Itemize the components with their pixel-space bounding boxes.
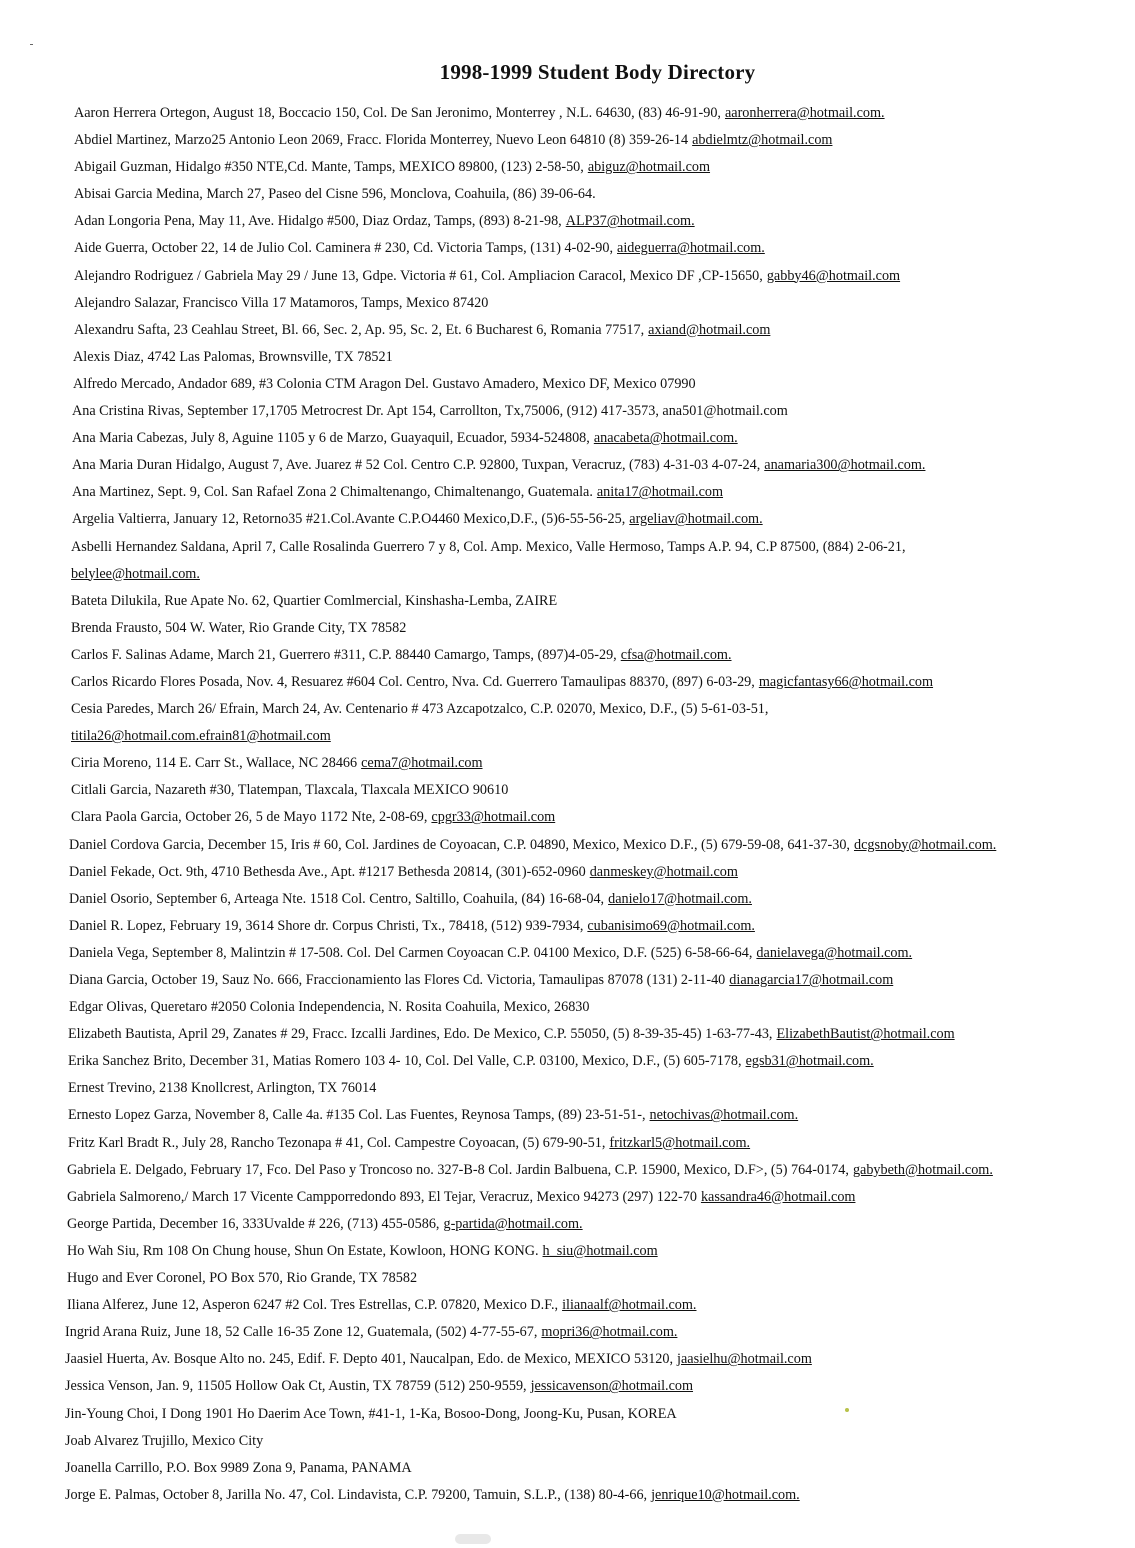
list-item: Alejandro Salazar, Francisco Villa 17 Matamoros, Tamps, Mexico 87420 — [74, 294, 489, 311]
list-item: Alejandro Rodriguez / Gabriela May 29 / June 13, Gdpe. Victoria # 61, Col. Ampliacion Caracol, Mexico DF ,CP-15650, gabby46@hotmail.com — [74, 267, 901, 284]
list-item: Daniel Osorio, September 6, Arteaga Nte. 1518 Col. Centro, Saltillo, Coahuila, (84) 16-68-04, danielo17@hotmail.com. — [69, 890, 752, 907]
list-item: Daniel R. Lopez, February 19, 3614 Shore dr. Corpus Christi, Tx., 78418, (512) 939-7934, cubanisimo69@hotmail.com. — [69, 917, 755, 934]
list-item: Ernesto Lopez Garza, November 8, Calle 4a. #135 Col. Las Fuentes, Reynosa Tamps, (89) 23-51-51-, netochivas@hotmail.com. — [68, 1107, 799, 1124]
list-item: Asbelli Hernandez Saldana, April 7, Calle Rosalinda Guerrero 7 y 8, Col. Amp. Mexico, Valle Hermoso, Tamps A.P. 94, C.P 87500, (884) 2-06-21, belylee@hotmail.com. — [71, 538, 906, 582]
list-item: Diana Garcia, October 19, Sauz No. 666, Fraccionamiento las Flores Cd. Victoria, Tamaulipas 87078 (131) 2-11-40 dianagarcia17@hotmail.com — [69, 972, 894, 988]
scan-smudge — [455, 1534, 491, 1544]
list-item: Aaron Herrera Ortegon, August 18, Boccacio 150, Col. De San Jeronimo, Monterrey , N.L. 64630, (83) 46-91-90, aaronherrera@hotmail.com. — [74, 105, 885, 121]
list-item: Citlali Garcia, Nazareth #30, Tlatempan, Tlaxcala, Tlaxcala MEXICO 90610 — [71, 782, 509, 799]
list-item: Bateta Dilukila, Rue Apate No. 62, Quartier Comlmercial, Kinshasha-Lemba, ZAIRE — [71, 592, 558, 609]
list-item: Abigail Guzman, Hidalgo #350 NTE,Cd. Mante, Tamps, MEXICO 89800, (123) 2-58-50, abiguz@hotmail.com — [74, 159, 711, 176]
list-item: Argelia Valtierra, January 12, Retorno35 #21.Col.Avante C.P.O4460 Mexico,D.F., (5)6-55-56-25, argeliav@hotmail.com. — [72, 511, 763, 528]
list-item: Edgar Olivas, Queretaro #2050 Colonia Independencia, N. Rosita Coahuila, Mexico, 26830 — [69, 999, 590, 1016]
list-item: Carlos Ricardo Flores Posada, Nov. 4, Resuarez #604 Col. Centro, Nva. Cd. Guerrero Tamaulipas 88370, (897) 6-03-29, magicfantasy66@hotmail.com — [71, 673, 934, 690]
list-item: Carlos F. Salinas Adame, March 21, Guerrero #311, C.P. 88440 Camargo, Tamps, (897)4-05-29, cfsa@hotmail.com. — [71, 646, 732, 663]
list-item: Clara Paola Garcia, October 26, 5 de Mayo 1172 Nte, 2-08-69, cpgr33@hotmail.com — [71, 809, 556, 826]
list-item: Ernest Trevino, 2138 Knollcrest, Arlington, TX 76014 — [68, 1080, 377, 1097]
list-item: Adan Longoria Pena, May 11, Ave. Hidalgo #500, Diaz Ordaz, Tamps, (893) 8-21-98, ALP37@hotmail.com. — [74, 213, 695, 230]
list-item: Ana Martinez, Sept. 9, Col. San Rafael Zona 2 Chimaltenango, Chimaltenango, Guatemala. anita17@hotmail.com — [72, 484, 724, 501]
list-item: Ana Maria Cabezas, July 8, Aguine 1105 y 6 de Marzo, Guayaquil, Ecuador, 5934-524808, anacabeta@hotmail.com. — [72, 430, 738, 447]
list-item: Cesia Paredes, March 26/ Efrain, March 24, Av. Centenario # 473 Azcapotzalco, C.P. 02070, Mexico, D.F., (5) 5-61-03-51, titila26@hotmail.com.efrain81@hotmail.com — [71, 701, 769, 745]
list-item: Ingrid Arana Ruiz, June 18, 52 Calle 16-35 Zone 12, Guatemala, (502) 4-77-55-67, mopri36@hotmail.com. — [65, 1324, 678, 1341]
list-item: Ana Cristina Rivas, September 17,1705 Metrocrest Dr. Apt 154, Carrollton, Tx,75006, (912) 417-3573, ana501@hotmail.com — [72, 403, 788, 420]
list-item: Daniel Cordova Garcia, December 15, Iris # 60, Col. Jardines de Coyoacan, C.P. 04890, Mexico, Mexico D.F., (5) 679-59-08, 641-37-30, dcgsnoby@hotmail.com. — [69, 836, 997, 853]
list-item: Fritz Karl Bradt R., July 28, Rancho Tezonapa # 41, Col. Campestre Coyoacan, (5) 679-90-51, fritzkarl5@hotmail.com. — [68, 1134, 751, 1151]
scan-speck — [30, 44, 33, 45]
list-item: Jaasiel Huerta, Av. Bosque Alto no. 245, Edif. F. Depto 401, Naucalpan, Edo. de Mexico, MEXICO 53120, jaasielhu@hotmail.com — [65, 1351, 812, 1368]
list-item: Hugo and Ever Coronel, PO Box 570, Rio Grande, TX 78582 — [67, 1270, 418, 1287]
list-item: Abdiel Martinez, Marzo25 Antonio Leon 2069, Fracc. Florida Monterrey, Nuevo Leon 64810 (8) 359-26-14 abdielmtz@hotmail.com — [74, 132, 833, 149]
page-title: 1998-1999 Student Body Directory — [439, 60, 756, 84]
list-item: Alexis Diaz, 4742 Las Palomas, Brownsville, TX 78521 — [73, 348, 393, 365]
list-item: Joab Alvarez Trujillo, Mexico City — [65, 1432, 264, 1449]
list-item: Jessica Venson, Jan. 9, 11505 Hollow Oak Ct, Austin, TX 78759 (512) 250-9559, jessicavenson@hotmail.com — [65, 1378, 694, 1395]
list-item: George Partida, December 16, 333Uvalde # 226, (713) 455-0586, g-partida@hotmail.com. — [67, 1215, 583, 1232]
list-item: Iliana Alferez, June 12, Asperon 6247 #2 Col. Tres Estrellas, C.P. 07820, Mexico D.F., ilianaalf@hotmail.com. — [67, 1297, 697, 1314]
list-item: Ciria Moreno, 114 E. Carr St., Wallace, NC 28466 cema7@hotmail.com — [71, 755, 483, 772]
list-item: Jin-Young Choi, I Dong 1901 Ho Daerim Ace Town, #41-1, 1-Ka, Bosoo-Dong, Joong-Ku, Pusan, KOREA — [65, 1405, 677, 1422]
list-item: Daniela Vega, September 8, Malintzin # 17-508. Col. Del Carmen Coyoacan C.P. 04100 Mexico, D.F. (525) 6-58-66-64, danielavega@hotmail.com. — [69, 944, 913, 961]
list-item: Ana Maria Duran Hidalgo, August 7, Ave. Juarez # 52 Col. Centro C.P. 92800, Tuxpan, Veracruz, (783) 4-31-03 4-07-24, anamaria300@hotmail.com. — [72, 457, 926, 474]
list-item: Alfredo Mercado, Andador 689, #3 Colonia CTM Aragon Del. Gustavo Amadero, Mexico DF, Mexico 07990 — [73, 375, 696, 392]
list-item: Abisai Garcia Medina, March 27, Paseo del Cisne 596, Monclova, Coahuila, (86) 39-06-64. — [74, 186, 596, 203]
list-item: Jorge E. Palmas, October 8, Jarilla No. 47, Col. Lindavista, C.P. 79200, Tamuin, S.L.P., (138) 80-4-66, jenrique10@hotmail.com. — [65, 1486, 800, 1503]
list-item: Erika Sanchez Brito, December 31, Matias Romero 103 4- 10, Col. Del Valle, C.P. 03100, Mexico, D.F., (5) 605-7178, egsb31@hotmail.com. — [68, 1053, 874, 1070]
scan-mark — [845, 1408, 849, 1412]
list-item: Gabriela E. Delgado, February 17, Fco. Del Paso y Troncoso no. 327-B-8 Col. Jardin Balbuena, C.P. 15900, Mexico, D.F>, (5) 764-0174, gabybeth@hotmail.com. — [67, 1161, 993, 1178]
list-item: Elizabeth Bautista, April 29, Zanates # 29, Fracc. Izcalli Jardines, Edo. De Mexico, C.P. 55050, (5) 8-39-35-45) 1-63-77-43, ElizabethBautist@hotmail.com — [68, 1026, 955, 1043]
list-item: Gabriela Salmoreno,/ March 17 Vicente Campporredondo 893, El Tejar, Veracruz, Mexico 94273 (297) 122-70 kassandra46@hotmail.com — [67, 1188, 856, 1205]
list-item: Alexandru Safta, 23 Ceahlau Street, Bl. 66, Sec. 2, Ap. 95, Sc. 2, Et. 6 Bucharest 6, Romania 77517, axiand@hotmail.com — [74, 321, 771, 338]
list-item: Brenda Frausto, 504 W. Water, Rio Grande City, TX 78582 — [71, 619, 407, 636]
directory-list — [65, 100, 1125, 1509]
list-item: Aide Guerra, October 22, 14 de Julio Col. Caminera # 230, Cd. Victoria Tamps, (131) 4-02-90, aideguerra@hotmail.com. — [74, 240, 765, 257]
list-item: Ho Wah Siu, Rm 108 On Chung house, Shun On Estate, Kowloon, HONG KONG. h_siu@hotmail.com — [67, 1242, 658, 1259]
list-item: Joanella Carrillo, P.O. Box 9989 Zona 9, Panama, PANAMA — [65, 1459, 412, 1476]
list-item: Daniel Fekade, Oct. 9th, 4710 Bethesda Ave., Apt. #1217 Bethesda 20814, (301)-652-0960 danmeskey@hotmail.com — [69, 863, 738, 880]
